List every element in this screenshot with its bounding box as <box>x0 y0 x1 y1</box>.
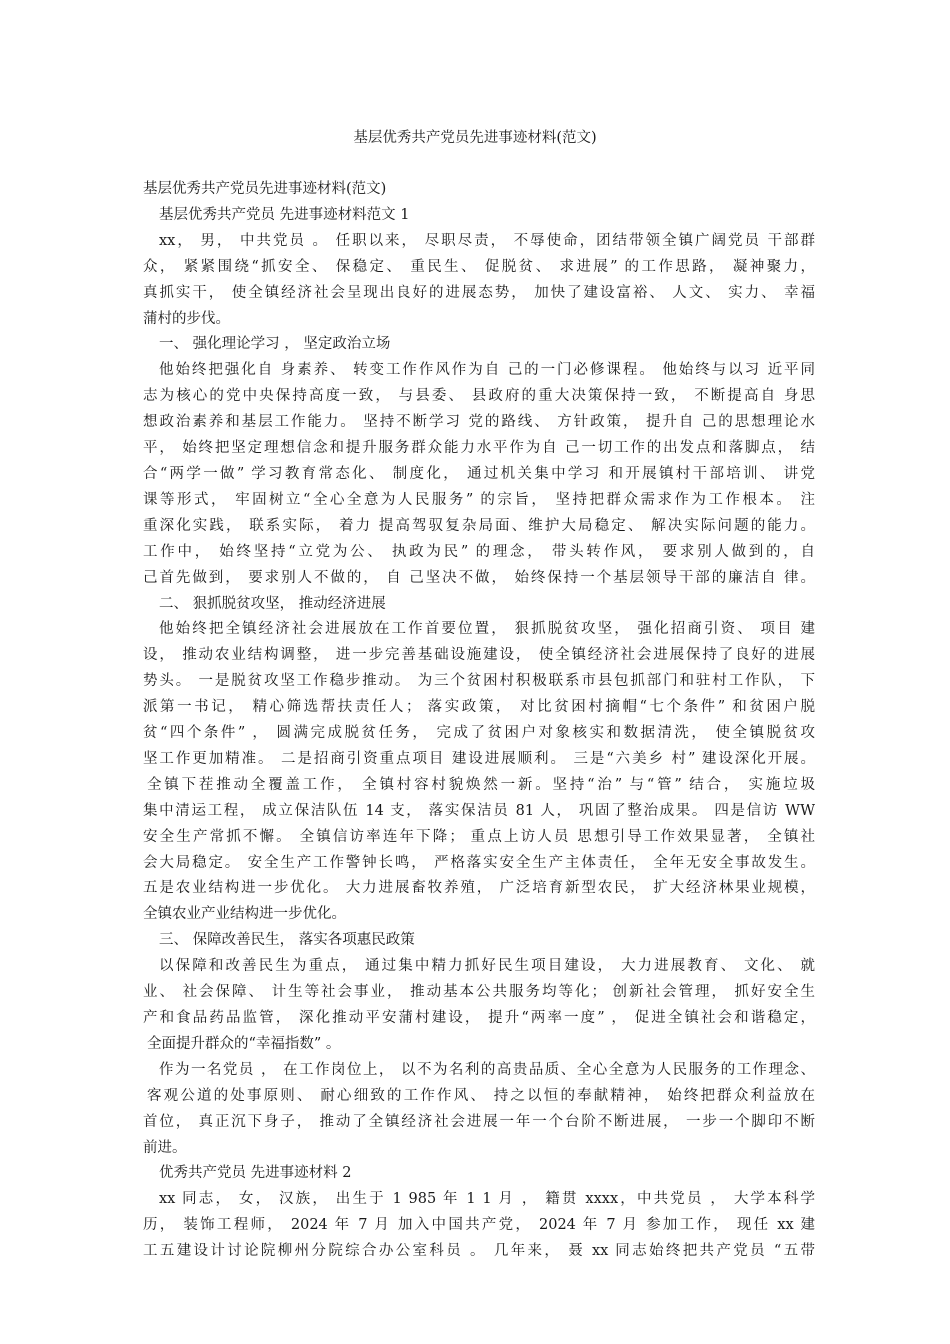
text-line: 势头。 一是脱贫攻坚工作稳步推动。 为三个贫困村积极联系市县包抓部门和驻村工作队， 下 <box>143 673 815 690</box>
text-line: xx 同志， 女， 汉族， 出生于 1 985 年 1 1 月 ， 籍贯 xxxx，中共党员 ， 大学本科学 <box>159 1191 815 1208</box>
text-line: 全镇农业产业结构进一步优化。 <box>143 906 346 923</box>
text-line: 他始终把强化自 身素养、 转变工作作风作为自 己的一门必修课程。 他始终与以习 近平同 <box>159 362 815 379</box>
text-line: xx， 男， 中共党员 。 任职以来， 尽职尽责， 不辱使命，团结带领全镇广阔党员 干部群 <box>159 232 815 249</box>
text-line: 志为核心的党中央保持高度一致， 与县委、 县政府的重大决策保持一致， 不断提高自 身思 <box>143 388 815 405</box>
text-line: 作为一名党员 ， 在工作岗位上， 以不为名利的高贵品质、全心全意为人民服务的工作理念、 <box>159 1061 815 1078</box>
text-line: 合“两学一做” 学习教育常态化、 制度化， 通过机关集中学习 和开展镇村干部培训、 讲党 <box>143 465 815 482</box>
text-line: 首位， 真正沉下身子， 推动了全镇经济社会进展一年一个台阶不断进展， 一步一个脚印不断 <box>143 1113 815 1130</box>
text-line: 二、 狠抓脱贫攻坚， 推动经济进展 <box>159 595 386 612</box>
text-line: 集中清运工程， 成立保洁队伍 14 支， 落实保洁员 81 人， 巩固了整治成果。 四是信访 WW <box>143 802 815 819</box>
document-title: 基层优秀共产党员先进事迹材料(范文) <box>353 130 597 146</box>
text-line: 贫“四个条件” ， 圆满完成脱贫任务， 完成了贫困户对象核实和数据清洗， 使全镇脱贫攻 <box>143 725 815 742</box>
text-line: 真抓实干， 使全镇经济社会呈现出良好的进展态势， 加快了建设富裕、 人文、 实力、 幸福 <box>143 284 815 301</box>
text-line: 全镇下茬推动全覆盖工作， 全镇村容村貌焕然一新。坚持“治” 与“管” 结合， 实施垃圾 <box>147 776 815 793</box>
text-line: 历， 装饰工程师， 2024 年 7 月 加入中国共产党， 2024 年 7 月 参加工作， 现任 xx 建 <box>143 1217 815 1234</box>
text-line: 五是农业结构进一步优化。 大力进展畜牧养殖， 广泛培育新型农民， 扩大经济林果业规模， <box>143 880 815 897</box>
text-line: 基层优秀共产党员先进事迹材料(范文) <box>143 181 387 197</box>
text-line: 派第一书记， 精心筛选帮扶责任人； 落实政策， 对比贫困村摘帽“七个条件” 和贫困户脱 <box>143 699 815 716</box>
text-line: 全面提升群众的“幸福指数” 。 <box>147 1035 341 1052</box>
text-line: 设， 推动农业结构调整， 进一步完善基础设施建设， 使全镇经济社会进展保持了良好的进展 <box>143 647 815 664</box>
text-line: 业、 社会保障、 计生等社会事业， 推动基本公共服务均等化； 创新社会管理， 抓好安全生 <box>143 984 815 1001</box>
text-line: 坚工作更加精准。 二是招商引资重点项目 建设进展顺利。 三是“六美乡 村” 建设深化开展。 <box>143 750 815 767</box>
text-line: 课等形式， 牢固树立“全心全意为人民服务” 的宗旨， 坚持把群众需求作为工作根本。 注 <box>143 491 815 508</box>
text-line: 他始终把全镇经济社会进展放在工作首要位置， 狠抓脱贫攻坚， 强化招商引资、 项目 建 <box>159 621 815 638</box>
text-line: 优秀共产党员 先进事迹材料 2 <box>159 1165 352 1182</box>
text-line: 己首先做到， 要求别人不做的， 自 己坚决不做， 始终保持一个基层领导干部的廉洁自 律。 <box>143 569 815 586</box>
text-line: 基层优秀共产党员 先进事迹材料范文 1 <box>159 206 410 223</box>
text-line: 三、 保障改善民生， 落实各项惠民政策 <box>159 932 415 949</box>
text-line: 平， 始终把坚定理想信念和提升服务群众能力水平作为自 己一切工作的出发点和落脚点， 结 <box>143 440 815 457</box>
text-line: 以保障和改善民生为重点， 通过集中精力抓好民生项目建设， 大力进展教育、 文化、 就 <box>159 958 815 975</box>
text-line: 想政治素养和基层工作能力。 坚持不断学习 党的路线、 方针政策， 提升自 己的思想理论水 <box>143 414 815 431</box>
text-line: 前进。 <box>143 1139 187 1156</box>
text-line: 产和食品药品监管， 深化推动平安蒲村建设， 提升“两率一度” ， 促进全镇社会和谐稳定， <box>143 1010 815 1026</box>
text-line: 工五建设计讨论院柳州分院综合办公室科员 。 几年来， 聂 xx 同志始终把共产党员 “五带 <box>143 1243 815 1260</box>
text-line: 重深化实践， 联系实际， 着力 提高驾驭复杂局面、维护大局稳定、 解决实际问题的能力。 <box>143 517 815 534</box>
text-line: 客观公道的处事原则、 耐心细致的工作作风、 持之以恒的奉献精神， 始终把群众利益放在 <box>147 1087 815 1104</box>
text-line: 蒲村的步伐。 <box>143 310 230 327</box>
text-line: 安全生产常抓不懈。 全镇信访率连年下降； 重点上访人员 思想引导工作效果显著， 全镇社 <box>143 828 815 845</box>
text-line: 一、 强化理论学习 ， 坚定政治立场 <box>159 336 391 353</box>
text-line: 会大局稳定。 安全生产工作警钟长鸣， 严格落实安全生产主体责任， 全年无安全事故发生。 <box>143 854 815 871</box>
text-line: 众， 紧紧围绕“抓安全、 保稳定、 重民生、 促脱贫、 求进展” 的工作思路， 凝神聚力， <box>143 258 815 275</box>
text-line: 工作中， 始终坚持“立党为公、 执政为民” 的理念， 带头转作风， 要求别人做到的，自 <box>143 543 815 560</box>
document-body <box>143 177 815 1265</box>
